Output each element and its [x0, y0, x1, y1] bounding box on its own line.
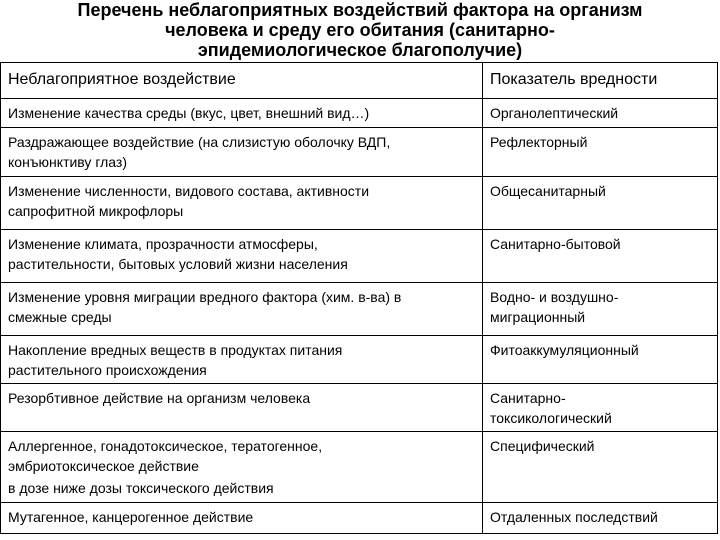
- effect-text: в дозе ниже дозы токсического действия: [8, 480, 274, 496]
- table-row: [1, 128, 718, 177]
- indicator-text: Санитарно-: [490, 390, 566, 406]
- indicator-text: Отдаленных последствий: [490, 509, 658, 525]
- table-row: [1, 384, 718, 432]
- effect-text: Изменение численности, видового состава, активности: [8, 183, 370, 199]
- indicator-cell: [483, 99, 718, 128]
- effect-cell: [1, 336, 483, 384]
- effect-text: сапрофитной микрофлоры: [8, 203, 184, 219]
- effect-cell: [1, 432, 483, 503]
- indicator-cell: [483, 384, 718, 432]
- effect-cell: [1, 283, 483, 336]
- indicator-cell: [483, 230, 718, 283]
- table-row: [1, 177, 718, 230]
- indicator-cell: [483, 432, 718, 503]
- effect-cell: [1, 99, 483, 128]
- indicator-text: Органолептический: [490, 105, 619, 121]
- effect-text: Накопление вредных веществ в продуктах питания: [8, 342, 343, 358]
- table-row: [1, 336, 718, 384]
- table-row: [1, 432, 718, 503]
- header-effect: Неблагоприятное воздействие: [1, 63, 483, 99]
- effect-text: растительности, бытовых условий жизни населения: [8, 256, 348, 272]
- effect-cell: [1, 503, 483, 534]
- table-row: [1, 230, 718, 283]
- hazard-table: [0, 62, 718, 534]
- effect-cell: [1, 128, 483, 177]
- indicator-text: токсикологический: [490, 410, 612, 426]
- indicator-cell: [483, 283, 718, 336]
- effect-text: Резорбтивное действие на организм человека: [8, 390, 311, 406]
- table-row: [1, 283, 718, 336]
- effect-cell: [1, 384, 483, 432]
- table-row: [1, 99, 718, 128]
- table-row: [1, 503, 718, 534]
- indicator-text: Общесанитарный: [490, 183, 606, 199]
- effect-cell: [1, 177, 483, 230]
- table-header-row: [1, 63, 718, 99]
- effect-text: Раздражающее воздействие (на слизистую оболочку ВДП,: [8, 134, 391, 150]
- page-title: [0, 0, 720, 60]
- effect-text: Аллергенное, гонадотоксическое, тератогенное,: [8, 438, 323, 454]
- indicator-cell: [483, 177, 718, 230]
- effect-text: Изменение климата, прозрачности атмосферы,: [8, 236, 318, 252]
- indicator-text: Фитоаккумуляционный: [490, 342, 639, 358]
- effect-text: эмбриотоксическое действие: [8, 458, 199, 474]
- title-line-2: человека и среду его обитания (санитарно-: [165, 20, 555, 40]
- indicator-text: Водно- и воздушно-: [490, 289, 619, 305]
- effect-text: смежные среды: [8, 309, 112, 325]
- indicator-text: миграционный: [490, 309, 586, 325]
- indicator-text: Рефлекторный: [490, 134, 588, 150]
- indicator-cell: [483, 128, 718, 177]
- header-indicator: Показатель вредности: [483, 63, 718, 99]
- effect-cell: [1, 230, 483, 283]
- effect-text: Изменение уровня миграции вредного фактора (хим. в-ва) в: [8, 289, 402, 305]
- title-line-1: Перечень неблагоприятных воздействий фактора на организм: [77, 0, 643, 20]
- indicator-cell: [483, 503, 718, 534]
- indicator-cell: [483, 336, 718, 384]
- indicator-text: Санитарно-бытовой: [490, 236, 621, 252]
- effect-text: Изменение качества среды (вкус, цвет, внешний вид…): [8, 105, 370, 121]
- effect-text: конъюнктиву глаз): [8, 154, 127, 170]
- indicator-text: Специфический: [490, 438, 595, 454]
- effect-text: растительного происхождения: [8, 362, 207, 378]
- title-line-3: эпидемиологическое благополучие): [197, 40, 523, 60]
- effect-text: Мутагенное, канцерогенное действие: [8, 509, 254, 525]
